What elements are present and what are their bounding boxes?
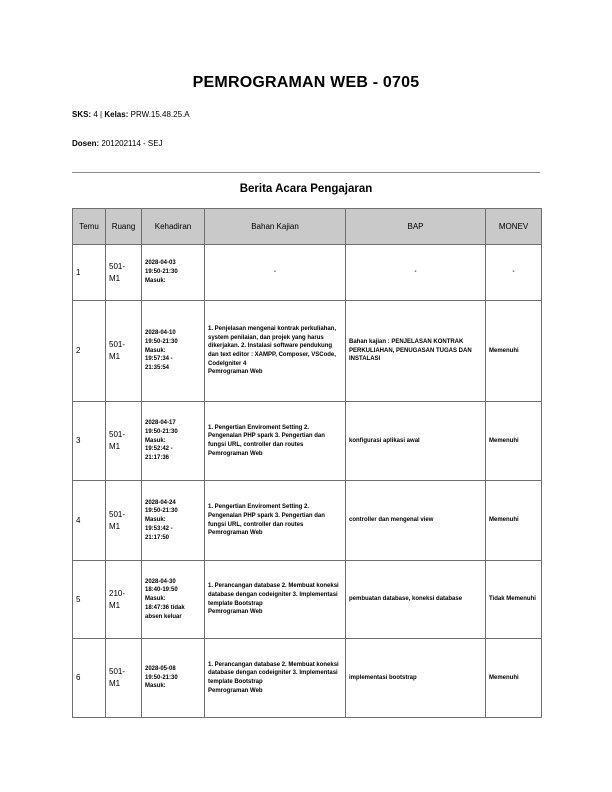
cell-bap: - (346, 245, 486, 301)
header-ruang: Ruang (106, 209, 142, 245)
cell-bahan-kajian: 1. Pengertian Enviroment Setting 2. Pengenalan PHP spark 3. Pengertian dan fungsi URL, controller dan routes Pemrograman Web (205, 481, 346, 561)
cell-bahan-kajian: - (205, 245, 346, 301)
cell-kehadiran: 2028-04-30 18:40-19:50 Masuk: 18:47:36 tidak absen keluar (142, 561, 205, 639)
cell-temu: 2 (73, 301, 106, 402)
cell-monev: - (486, 245, 542, 301)
cell-bahan-kajian: 1. Penjelasan mengenai kontrak perkuliahan, system penilaian, dan projek yang harus dikerjakan. 2. Instalasi software pendukung dan text editor : XAMPP, Composer, VSCode, CodeIgniter 4 Pemrograman Web (205, 301, 346, 402)
table-row (73, 481, 542, 561)
cell-ruang: 501- M1 (106, 245, 142, 301)
cell-temu: 1 (73, 245, 106, 301)
cell-kehadiran: 2028-05-08 19:50-21:30 Masuk: (142, 639, 205, 718)
cell-ruang: 501- M1 (106, 402, 142, 481)
lecturer-line (72, 139, 163, 148)
sks-value: 4 (93, 110, 98, 119)
page-title: PEMROGRAMAN WEB - 0705 (192, 74, 420, 91)
sks-label: SKS: (72, 110, 92, 119)
header-temu: Temu (73, 209, 106, 245)
cell-ruang: 501- M1 (106, 639, 142, 718)
cell-temu: 5 (73, 561, 106, 639)
cell-kehadiran: 2028-04-24 19:50-21:30 Masuk: 19:53:42 - 21:17:50 (142, 481, 205, 561)
cell-bap: controller dan mengenal view (346, 481, 486, 561)
cell-kehadiran: 2028-04-17 19:50-21:30 Masuk: 19:52:42 - 21:17:36 (142, 402, 205, 481)
cell-bahan-kajian: 1. Perancangan database 2. Membuat koneksi database dengan codeigniter 3. Implementasi template Bootstrap Pemrograman Web (205, 639, 346, 718)
cell-kehadiran: 2028-04-10 19:50-21:30 Masuk: 19:57:34 - 21:35:54 (142, 301, 205, 402)
cell-monev: Memenuhi (486, 301, 542, 402)
cell-kehadiran: 2028-04-03 19:50-21:30 Masuk: (142, 245, 205, 301)
cell-ruang: 210- M1 (106, 561, 142, 639)
cell-monev: Memenuhi (486, 402, 542, 481)
cell-bap: implementasi bootstrap (346, 639, 486, 718)
cell-monev: Memenuhi (486, 639, 542, 718)
table-row (73, 245, 542, 301)
table-row (73, 561, 542, 639)
table-row (73, 639, 542, 718)
header-kehadiran: Kehadiran (142, 209, 205, 245)
dosen-value: 201202114 - SEJ (101, 139, 163, 148)
cell-ruang: 501- M1 (106, 481, 142, 561)
course-meta-line (72, 110, 190, 119)
cell-temu: 3 (73, 402, 106, 481)
header-bahan-kajian: Bahan Kajian (205, 209, 346, 245)
cell-bap: pembuatan database, koneksi database (346, 561, 486, 639)
cell-bahan-kajian: 1. Perancangan database 2. Membuat koneksi database dengan codeigniter 3. Implementasi template Bootstrap Pemrograman Web (205, 561, 346, 639)
cell-monev: Tidak Memenuhi (486, 561, 542, 639)
header-monev: MONEV (486, 209, 542, 245)
cell-bap: Bahan kajian : PENJELASAN KONTRAK PERKULIAHAN, PENUGASAN TUGAS DAN INSTALASI (346, 301, 486, 402)
table-header-row (73, 209, 542, 245)
kelas-value: PRW.15.48.25.A (130, 110, 190, 119)
cell-bahan-kajian: 1. Pengertian Enviroment Setting 2. Pengenalan PHP spark 3. Pengertian dan fungsi URL, controller dan routes Pemrograman Web (205, 402, 346, 481)
header-bap: BAP (346, 209, 486, 245)
meta-separator: | (100, 110, 103, 119)
kelas-label: Kelas: (104, 110, 129, 119)
divider (72, 172, 540, 173)
cell-monev: Memenuhi (486, 481, 542, 561)
cell-temu: 6 (73, 639, 106, 718)
cell-ruang: 501- M1 (106, 301, 142, 402)
teaching-log-table (72, 208, 542, 718)
section-title: Berita Acara Pengajaran (239, 183, 373, 195)
table-row (73, 402, 542, 481)
cell-bap: konfigurasi aplikasi awal (346, 402, 486, 481)
table-row (73, 301, 542, 402)
dosen-label: Dosen: (72, 139, 100, 148)
cell-temu: 4 (73, 481, 106, 561)
